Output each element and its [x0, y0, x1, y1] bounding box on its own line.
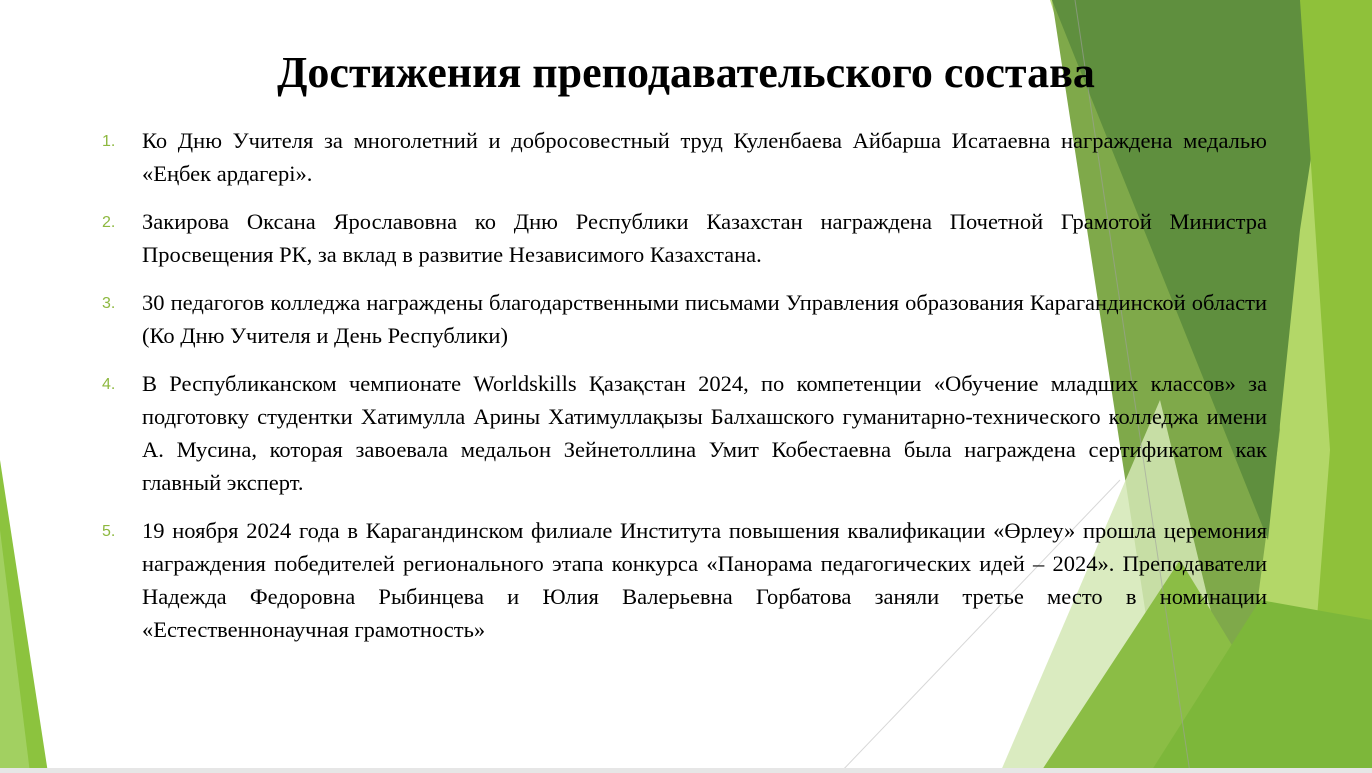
- list-item-number: 4.: [102, 376, 116, 393]
- list-item: [100, 514, 1267, 646]
- list-item: [100, 124, 1267, 190]
- list-item: [100, 367, 1267, 499]
- list-item: [100, 286, 1267, 352]
- list-item-number: 2.: [102, 214, 116, 231]
- list-item: [100, 205, 1267, 271]
- achievements-list: [100, 124, 1267, 661]
- list-item-text: Ко Дню Учителя за многолетний и добросовестный труд Куленбаева Айбарша Исатаевна награждена медалью «Еңбек ардагері».: [142, 128, 1267, 186]
- list-item-number: 5.: [102, 523, 116, 540]
- list-item-number: 3.: [102, 295, 116, 312]
- list-item-text: 30 педагогов колледжа награждены благодарственными письмами Управления образования Карагандинской области (Ко Дню Учителя и День Республики): [142, 290, 1267, 348]
- list-item-text: 19 ноября 2024 года в Карагандинском филиале Института повышения квалификации «Өрлеу» прошла церемония награждения победителей регионального этапа конкурса «Панорама педагогических идей – 2024». Преподаватели Надежда Федоровна Рыбинцева и Юлия Валерьевна Горбатова заняли третье место в номинации «Естественнонаучная грамотность»: [142, 518, 1267, 642]
- list-item-text: Закирова Оксана Ярославовна ко Дню Республики Казахстан награждена Почетной Грамотой Министра Просвещения РК, за вклад в развитие Независимого Казахстана.: [142, 209, 1267, 267]
- list-item-number: 1.: [102, 133, 116, 150]
- slide-bottom-edge: [0, 768, 1372, 773]
- slide-title: Достижения преподавательского состава: [277, 48, 1095, 97]
- list-item-text: В Республиканском чемпионате Worldskills Қазақстан 2024, по компетенции «Обучение младших классов» за подготовку студентки Хатимулла Арины Хатимуллақызы Балхашского гуманитарно-технического колледжа имени А. Мусина, которая завоевала медальон Зейнетоллина Умит Кобестаевна была награждена сертификатом как главный эксперт.: [142, 371, 1267, 495]
